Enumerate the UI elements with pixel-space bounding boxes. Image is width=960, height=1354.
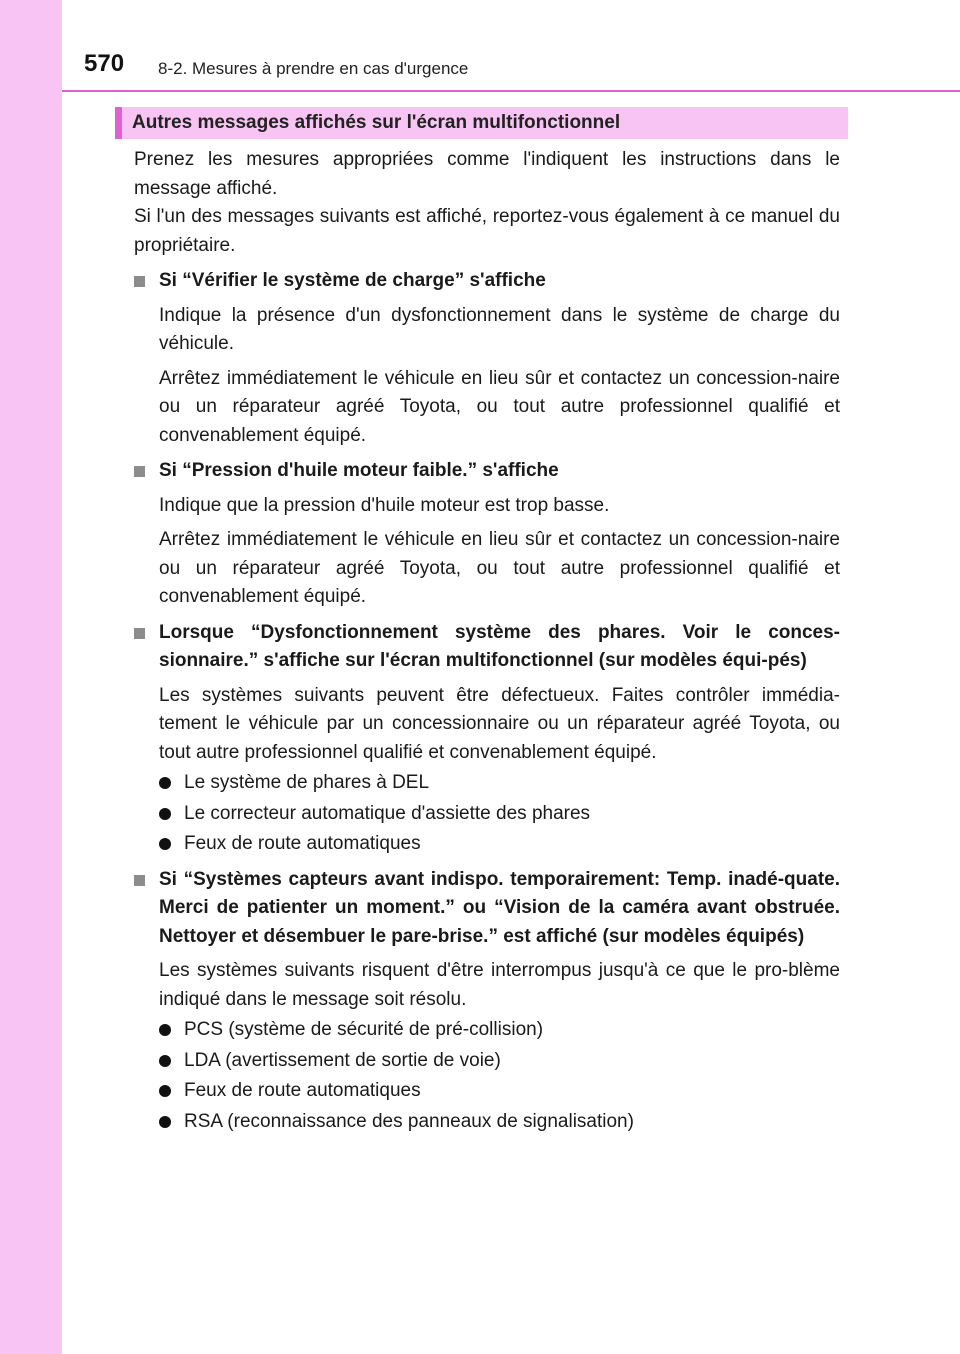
topic-block — [134, 866, 840, 1137]
round-bullet-icon — [159, 777, 171, 789]
intro-paragraph: Prenez les mesures appropriées comme l'indiquent les instructions dans le message affiché. — [134, 149, 840, 199]
list-item-text: PCS (système de sécurité de pré-collision) — [184, 1019, 544, 1040]
round-bullet-icon — [159, 838, 171, 850]
square-bullet-icon — [134, 466, 145, 477]
square-bullet-icon — [134, 276, 145, 287]
square-bullet-icon — [134, 628, 145, 639]
bullet-list — [134, 769, 840, 859]
topic-block — [134, 267, 840, 450]
topic-paragraph: Arrêtez immédiatement le véhicule en lieu sûr et contactez un concession-naire ou un réparateur agréé Toyota, ou tout autre professionnel qualifié et convenablement équipé. — [159, 529, 840, 607]
list-item-text: LDA (avertissement de sortie de voie) — [184, 1049, 501, 1071]
topic-heading-text: Lorsque “Dysfonctionnement système des phares. Voir le conces-sionnaire.” s'affiche sur l'écran multifonctionnel (sur modèles équi-pés) — [159, 621, 840, 671]
round-bullet-icon — [159, 808, 171, 820]
list-item-text: Feux de route automatiques — [184, 1080, 421, 1101]
topic-heading-text: Si “Pression d'huile moteur faible.” s'affiche — [159, 460, 559, 481]
topic-paragraph: Indique la présence d'un dysfonctionnement dans le système de charge du véhicule. — [159, 304, 840, 354]
topic-heading — [134, 866, 840, 952]
square-bullet-icon — [134, 875, 145, 886]
section-heading: Autres messages affichés sur l'écran multifonctionnel — [115, 107, 848, 139]
topic-heading — [134, 267, 840, 296]
topic-block — [134, 457, 840, 612]
list-item-text: Feux de route automatiques — [184, 833, 421, 854]
list-item — [159, 1108, 840, 1137]
list-item-text: Le système de phares à DEL — [184, 772, 430, 793]
topic-paragraph: Indique que la pression d'huile moteur est trop basse. — [159, 494, 610, 516]
list-item — [159, 800, 840, 829]
list-item-text: RSA (reconnaissance des panneaux de signalisation) — [184, 1110, 634, 1132]
topic-heading-text: Si “Systèmes capteurs avant indispo. temporairement: Temp. inadé-quate. Merci de patienter un moment.” ou “Vision de la caméra avant obstruée. Nettoyer et désembuer le pare-brise.” est affiché (sur modèles équipés) — [159, 868, 840, 947]
list-item — [159, 1047, 840, 1076]
topic-paragraph: Les systèmes suivants peuvent être défectueux. Faites contrôler immédia-tement le véhicule par un concessionnaire ou un réparateur agréé Toyota, ou tout autre professionnel qualifié et convenablement équipé. — [159, 684, 840, 763]
round-bullet-icon — [159, 1055, 171, 1067]
round-bullet-icon — [159, 1024, 171, 1036]
page-content — [134, 146, 840, 1136]
bullet-list — [134, 1016, 840, 1136]
list-item — [159, 830, 840, 859]
page-number: 570 — [84, 50, 125, 77]
side-tab-strip — [0, 0, 62, 1354]
list-item-text: Le correcteur automatique d'assiette des phares — [184, 802, 591, 824]
topic-heading — [134, 619, 840, 676]
list-item — [159, 1077, 840, 1106]
round-bullet-icon — [159, 1116, 171, 1128]
round-bullet-icon — [159, 1085, 171, 1097]
topic-heading-text: Si “Vérifier le système de charge” s'affiche — [159, 270, 546, 291]
header-rule — [62, 90, 960, 92]
topic-paragraph: Arrêtez immédiatement le véhicule en lieu sûr et contactez un concession-naire ou un réparateur agréé Toyota, ou tout autre professionnel qualifié et convenablement équipé. — [159, 367, 840, 446]
list-item — [159, 769, 840, 798]
topic-block — [134, 619, 840, 859]
running-head: 8-2. Mesures à prendre en cas d'urgence — [158, 59, 469, 78]
intro-paragraph: Si l'un des messages suivants est affiché, reportez-vous également à ce manuel du propriétaire. — [134, 206, 840, 256]
topic-paragraph: Les systèmes suivants risquent d'être interrompus jusqu'à ce que le pro-blème indiqué dans le message soit résolu. — [159, 960, 840, 1010]
topic-heading — [134, 457, 840, 486]
list-item — [159, 1016, 840, 1045]
